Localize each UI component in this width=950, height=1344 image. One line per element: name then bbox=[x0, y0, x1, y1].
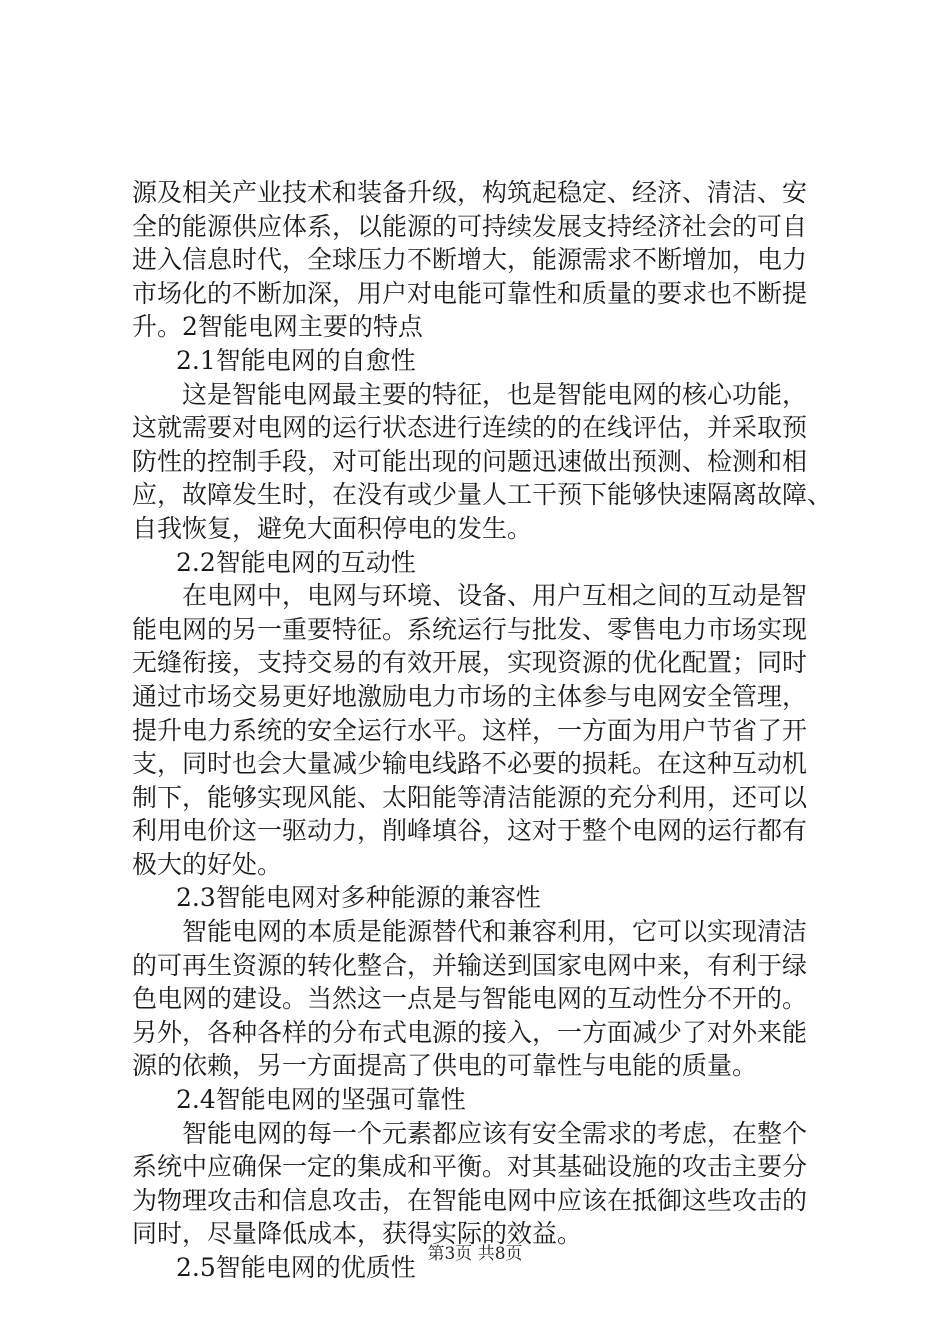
text-line: 利用电价这一驱动力，削峰填谷，这对于整个电网的运行都有 bbox=[132, 816, 808, 846]
text-line: 这是智能电网最主要的特征，也是智能电网的核心功能， bbox=[182, 379, 808, 409]
text-line: 色电网的建设。当然这一点是与智能电网的互动性分不开的。 bbox=[132, 984, 808, 1014]
section-heading: 2.4智能电网的坚强可靠性 bbox=[176, 1085, 466, 1115]
text-line: 另外，各种各样的分布式电源的接入，一方面减少了对外来能 bbox=[132, 1017, 808, 1047]
section-heading: 2.1智能电网的自愈性 bbox=[176, 345, 416, 375]
text-line: 全的能源供应体系，以能源的可持续发展支持经济社会的可自 bbox=[132, 211, 808, 241]
text-line: 进入信息时代，全球压力不断增大，能源需求不断增加，电力 bbox=[132, 245, 808, 275]
text-line: 系统中应确保一定的集成和平衡。对其基础设施的攻击主要分 bbox=[132, 1152, 808, 1182]
text-line: 支，同时也会大量减少输电线路不必要的损耗。在这种互动机 bbox=[132, 749, 808, 779]
text-line: 同时，尽量降低成本，获得实际的效益。 bbox=[132, 1219, 583, 1249]
text-line: 防性的控制手段，对可能出现的问题迅速做出预测、检测和相 bbox=[132, 446, 808, 476]
text-line: 无缝衔接，支持交易的有效开展，实现资源的优化配置；同时 bbox=[132, 648, 808, 678]
text-line: 提升电力系统的安全运行水平。这样，一方面为用户节省了开 bbox=[132, 715, 808, 745]
text-line: 极大的好处。 bbox=[132, 849, 283, 879]
text-line: 在电网中，电网与环境、设备、用户互相之间的互动是智 bbox=[182, 581, 808, 611]
text-line: 市场化的不断加深，用户对电能可靠性和质量的要求也不断提 bbox=[132, 278, 808, 308]
text-line: 智能电网的本质是能源替代和兼容利用，它可以实现清洁 bbox=[182, 917, 808, 947]
text-line: 的可再生资源的转化整合，并输送到国家电网中来，有利于绿 bbox=[132, 950, 808, 980]
text-line: 能电网的另一重要特征。系统运行与批发、零售电力市场实现 bbox=[132, 614, 808, 644]
text-line: 制下，能够实现风能、太阳能等清洁能源的充分利用，还可以 bbox=[132, 782, 808, 812]
text-line: 为物理攻击和信息攻击，在智能电网中应该在抵御这些攻击的 bbox=[132, 1185, 808, 1215]
section-heading: 2.5智能电网的优质性 bbox=[176, 1253, 416, 1282]
page-footer: 第3页 共8页 bbox=[427, 1244, 523, 1264]
text-line: 应，故障发生时，在没有或少量人工干预下能够快速隔离故障、 bbox=[132, 480, 833, 510]
section-heading: 2.2智能电网的互动性 bbox=[176, 547, 416, 577]
section-heading: 2.3智能电网对多种能源的兼容性 bbox=[176, 883, 541, 913]
text-line: 自我恢复，避免大面积停电的发生。 bbox=[132, 513, 533, 543]
text-line: 源及相关产业技术和装备升级，构筑起稳定、经济、清洁、安 bbox=[132, 178, 808, 207]
text-line: 通过市场交易更好地激励电力市场的主体参与电网安全管理， bbox=[132, 681, 808, 711]
document-body bbox=[132, 176, 832, 1285]
text-line: 这就需要对电网的运行状态进行连续的的在线评估，并采取预 bbox=[132, 413, 808, 443]
text-line: 智能电网的每一个元素都应该有安全需求的考虑，在整个 bbox=[182, 1118, 808, 1148]
text-line: 升。2智能电网主要的特点 bbox=[132, 312, 423, 342]
text-line: 源的依赖，另一方面提高了供电的可靠性与电能的质量。 bbox=[132, 1051, 758, 1081]
